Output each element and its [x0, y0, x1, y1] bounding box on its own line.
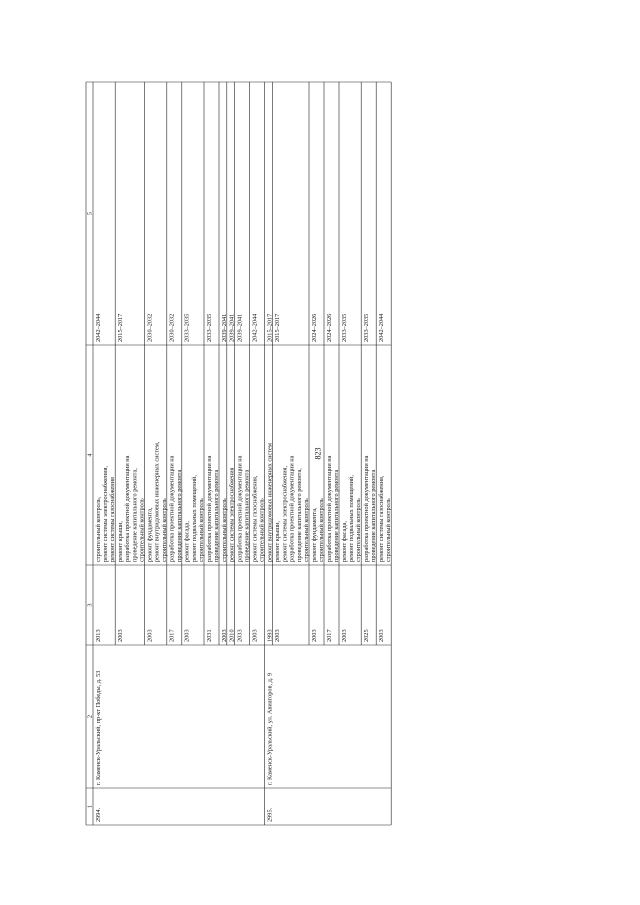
cell-year: 2017: [168, 629, 176, 642]
cell-work-line: строительный контроль: [385, 498, 393, 562]
cell-year: 2003: [310, 629, 318, 642]
cell-period: 2039–2041: [220, 313, 228, 342]
cell-period: 2033–2035: [183, 313, 191, 342]
cell-work-line: ремонт системы газоснабжения,: [251, 475, 259, 562]
column-header-5: 5: [86, 211, 94, 216]
cell-work-line: ремонт системы электроснабжения: [228, 467, 236, 562]
cell-year: 2017: [325, 629, 333, 642]
cell-work-line: разработка проектной документации на: [288, 455, 296, 562]
cell-work-line: ремонт внутридомовых инженерных систем: [266, 443, 274, 562]
cell-work-line: разработка проектной документации на: [168, 455, 176, 562]
cell-work-line: разработка проектной документации на: [363, 455, 370, 562]
cell-work-line: проведение капитального ремонта: [243, 469, 251, 562]
cell-work-line: ремонт фундамента,: [146, 507, 154, 562]
cell-period: 2042–2044: [94, 313, 102, 342]
cell-work-line: строительный контроль,: [94, 496, 102, 562]
cell-year: 2003: [340, 629, 348, 642]
cell-period: 2039–2041: [236, 313, 244, 342]
entry-address: г. Каменск-Уральский, пр-кт Победы, д. 53: [94, 670, 102, 785]
cell-period: 2015–2017: [266, 313, 274, 342]
cell-period: 2039–2041: [228, 313, 236, 342]
cell-work-line: строительный контроль: [258, 498, 266, 562]
cell-period: 2042–2044: [251, 313, 259, 342]
cell-work-line: ремонт системы электроснабжения,: [102, 465, 109, 562]
cell-work-line: ремонт фундамента,: [310, 507, 318, 562]
cell-work-line: разработка проектной документации на: [205, 455, 213, 562]
cell-year: 2003: [251, 629, 259, 642]
cell-work-line: проведение капитального ремонта: [213, 469, 220, 562]
cell-work-line: ремонт системы газоснабжения,: [378, 475, 385, 562]
column-header-4: 4: [86, 453, 94, 457]
cell-work-line: ремонт внутридомовых инженерных систем,: [153, 441, 161, 562]
cell-work-line: ремонт системы электроснабжения,: [281, 465, 289, 562]
cell-work-line: ремонт крыши,: [274, 520, 282, 562]
cell-work-line: проведение капитального ремонта: [175, 469, 183, 562]
cell-work-line: строительный контроль: [318, 498, 325, 562]
cell-year: 2003: [183, 629, 191, 642]
entry-number: 2995.: [266, 807, 274, 822]
cell-work-line: проведение капитального ремонта,: [295, 468, 303, 562]
cell-work-line: строительный контроль: [138, 498, 146, 562]
cell-work-line: ремонт крыши,: [117, 520, 124, 562]
cell-year: 2031: [205, 629, 213, 642]
cell-work-line: проведение капитального ремонта: [333, 469, 340, 562]
cell-work-line: строительный контроль: [303, 498, 310, 562]
cell-work-line: ремонт системы газоснабжения: [109, 477, 117, 562]
cell-year: 2003: [378, 629, 385, 642]
cell-work-line: проведение капитального ремонта,: [131, 468, 139, 562]
cell-period: 2024–2026: [310, 313, 318, 342]
cell-work-line: разработка проектной документации на: [236, 455, 244, 562]
entry-address: г. Каменск-Уральский, ул. Авиаторов, д. 9: [266, 672, 274, 785]
cell-work-line: разработка проектной документации на: [325, 455, 333, 562]
cell-period: 2030–2032: [168, 313, 176, 342]
column-header-1: 1: [86, 804, 94, 809]
column-header-2: 2: [86, 714, 94, 719]
cell-work-line: ремонт фасада,: [340, 521, 348, 562]
cell-period: 2015–2017: [117, 313, 124, 342]
cell-period: 2033–2035: [340, 313, 348, 342]
cell-period: 2042–2044: [378, 313, 385, 342]
cell-work-line: строительный контроль: [198, 498, 205, 562]
cell-work-line: разработка проектной документации на: [124, 455, 132, 562]
cell-year: 2003: [146, 629, 154, 642]
cell-work-line: строительный контроль: [355, 498, 363, 562]
cell-work-line: строительный контроль: [160, 498, 168, 562]
cell-period: 2024–2026: [325, 313, 333, 342]
cell-work-line: ремонт подвальных помещений,: [190, 475, 198, 562]
page-number: 823: [313, 447, 323, 460]
column-header-3: 3: [86, 603, 94, 607]
cell-period: 2015–2017: [274, 313, 282, 342]
cell-year: 2003: [274, 629, 282, 642]
cell-period: 2033–2035: [205, 313, 213, 342]
cell-year: 2003: [220, 629, 228, 642]
cell-work-line: проведение капитального ремонта: [370, 469, 378, 562]
cell-period: 2030–2032: [146, 313, 154, 342]
cell-work-line: ремонт фасада,: [183, 521, 191, 562]
cell-year: 2025: [363, 629, 370, 642]
cell-work-line: ремонт подвальных помещений,: [348, 475, 355, 562]
cell-period: 2033–2035: [363, 313, 370, 342]
cell-year: 2003: [117, 629, 124, 642]
cell-work-line: строительный контроль: [220, 498, 228, 562]
cell-year: 2010: [228, 629, 236, 642]
cell-year: 2013: [94, 629, 102, 642]
cell-year: 1993: [266, 629, 274, 642]
entry-number: 2994.: [94, 807, 102, 822]
cell-year: 2033: [236, 629, 244, 642]
